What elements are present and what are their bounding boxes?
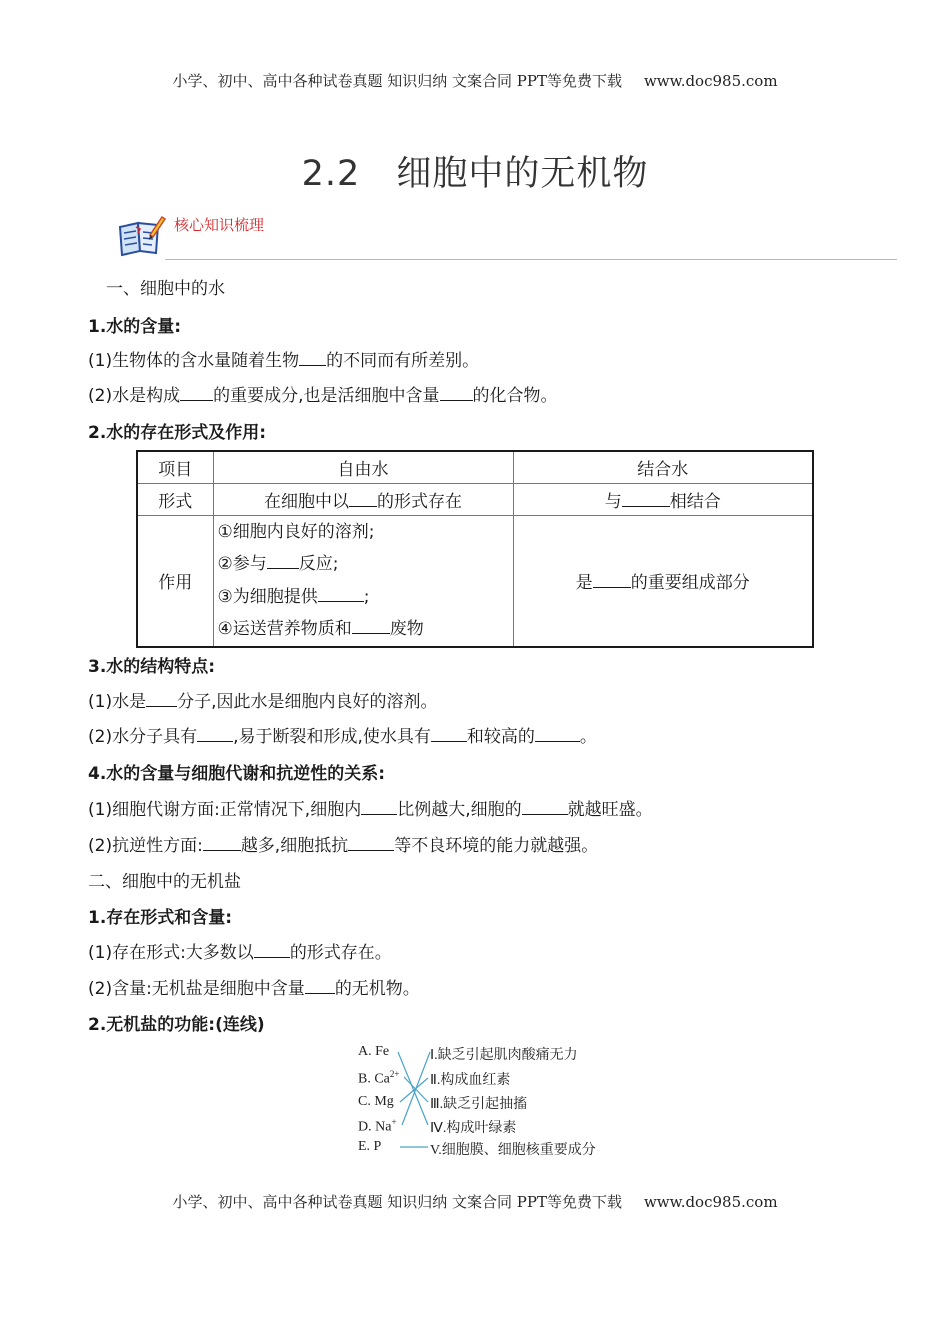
cell-function-free [213,515,513,647]
title-text: 细胞中的无机物 [396,154,649,194]
s4-line2 [88,831,598,856]
match-line [398,1052,428,1125]
text-segment: 和较高的 [466,727,535,747]
fill-blank[interactable] [197,724,233,742]
table-header-free-water: 自由水 [213,451,513,483]
cell-form-bound [513,483,813,515]
text-segment: ②参与 [217,554,267,575]
text-segment: (2)水是构成 [88,386,181,406]
table-header-item: 项目 [137,451,213,483]
fill-blank[interactable] [440,383,473,401]
charge-superscript: 2+ [389,1069,400,1079]
fill-blank[interactable] [431,724,467,742]
s3-line1 [88,687,438,712]
p2-s1-line2 [88,974,420,999]
fill-blank[interactable] [622,489,670,507]
function-item [218,581,509,614]
text-segment: 比例越大,细胞的 [397,800,522,820]
text-segment: 的形式存在 [377,491,462,512]
table-row [137,483,813,515]
text-segment: (2)水分子具有 [88,727,198,747]
fill-blank[interactable] [299,348,326,366]
s2-title: 2.水的存在形式及作用: [88,423,267,443]
fill-blank[interactable] [254,940,290,958]
cell-function-bound [513,515,813,647]
fill-blank[interactable] [267,551,299,569]
text-segment: 的不同而有所差别。 [326,351,480,371]
function-item: ①细胞内良好的溶剂; [217,521,375,542]
element-mg: C. Mg [358,1094,394,1109]
text-segment: ; [363,586,370,607]
element-fe: A. Fe [358,1044,390,1059]
text-segment: 废物 [389,619,424,640]
notebook-icon [114,213,168,259]
cell-form-free [213,483,513,515]
text-segment: 。 [579,727,597,747]
element-symbol: B. Ca [358,1071,390,1087]
fill-blank[interactable] [352,616,390,634]
text-segment: 是 [575,573,593,594]
footer-site-link[interactable]: www.doc985.com [643,1193,778,1211]
match-line [402,1052,430,1125]
section-label: 核心知识梳理 [174,216,265,234]
part2-heading: 二、细胞中的无机盐 [88,872,241,892]
text-segment: (1)存在形式:大多数以 [88,943,254,963]
s4-title: 4.水的含量与细胞代谢和抗逆性的关系: [88,764,386,784]
fill-blank[interactable] [522,797,568,815]
text-segment: (1)细胞代谢方面:正常情况下,细胞内 [88,800,362,820]
s4-line1 [88,795,653,820]
s1-title: 1.水的含量: [88,317,182,337]
fill-blank[interactable] [361,797,397,815]
element-symbol: D. Na [358,1119,392,1135]
text-segment: ,易于断裂和形成,使水具有 [233,727,431,747]
function-item [218,613,509,646]
text-segment: 与 [604,491,622,512]
function-option: Ⅳ.构成叶绿素 [430,1121,517,1136]
text-segment: ③为细胞提供 [217,586,318,607]
charge-superscript: + [391,1117,397,1127]
s1-line2 [88,381,558,406]
function-option: Ⅲ.缺乏引起抽搐 [430,1097,528,1112]
text-segment: ④运送营养物质和 [217,619,352,640]
row-label-function: 作用 [137,515,213,647]
footer-promo: 小学、初中、高中各种试卷真题 知识归纳 文案合同 PPT等免费下载 [172,1193,622,1211]
text-segment: 的化合物。 [472,386,558,406]
matching-exercise [356,1040,616,1160]
s1-line1 [88,346,479,371]
text-segment: 的重要组成部分 [630,573,750,594]
fill-blank[interactable] [593,570,631,588]
function-option: Ⅰ.缺乏引起肌肉酸痛无力 [430,1048,578,1063]
fill-blank[interactable] [305,976,335,994]
element-ca [358,1069,399,1088]
header-site-link[interactable]: www.doc985.com [643,72,778,90]
text-segment: 就越旺盛。 [567,800,653,820]
text-segment: 的形式存在。 [289,943,392,963]
table-row [137,515,813,647]
fill-blank[interactable] [348,833,394,851]
section-divider [165,259,897,260]
text-segment: (1)水是 [88,692,147,712]
function-option: V.细胞膜、细胞核重要成分 [430,1143,596,1158]
fill-blank[interactable] [180,383,213,401]
row-label-form: 形式 [137,483,213,515]
text-segment: 分子,因此水是细胞内良好的溶剂。 [177,692,438,712]
header-promo: 小学、初中、高中各种试卷真题 知识归纳 文案合同 PPT等免费下载 [172,72,622,90]
page-title [0,146,950,196]
text-segment: (2)抗逆性方面: [88,836,203,856]
text-segment: (1)生物体的含水量随着生物 [88,351,300,371]
page-footer [0,1191,950,1212]
p2-s2-title: 2.无机盐的功能:(连线) [88,1015,265,1035]
text-segment: (2)含量:无机盐是细胞中含量 [88,979,305,999]
fill-blank[interactable] [535,724,580,742]
text-segment: 等不良环境的能力就越强。 [394,836,599,856]
fill-blank[interactable] [349,489,377,507]
text-segment: 的重要成分,也是活细胞中含量 [213,386,440,406]
text-segment: 在细胞中以 [264,491,349,512]
function-option: Ⅱ.构成血红素 [430,1073,511,1088]
function-item [218,548,509,581]
part1-heading: 一、细胞中的水 [106,279,225,299]
element-p: E. P [358,1139,382,1154]
fill-blank[interactable] [203,833,241,851]
text-segment: 越多,细胞抵抗 [240,836,349,856]
s3-line2 [88,722,597,747]
text-segment: 反应; [298,554,339,575]
page-header [0,70,950,91]
p2-s1-line1 [88,938,392,963]
fill-blank[interactable] [146,689,177,707]
s3-title: 3.水的结构特点: [88,657,216,677]
element-na [358,1117,397,1136]
water-forms-table [136,450,814,648]
fill-blank[interactable] [318,584,364,602]
p2-s1-title: 1.存在形式和含量: [88,908,233,928]
title-number: 2.2 [301,154,361,194]
table-row [137,451,813,483]
table-header-bound-water: 结合水 [513,451,813,483]
text-segment: 的无机物。 [334,979,420,999]
text-segment: 相结合 [669,491,721,512]
